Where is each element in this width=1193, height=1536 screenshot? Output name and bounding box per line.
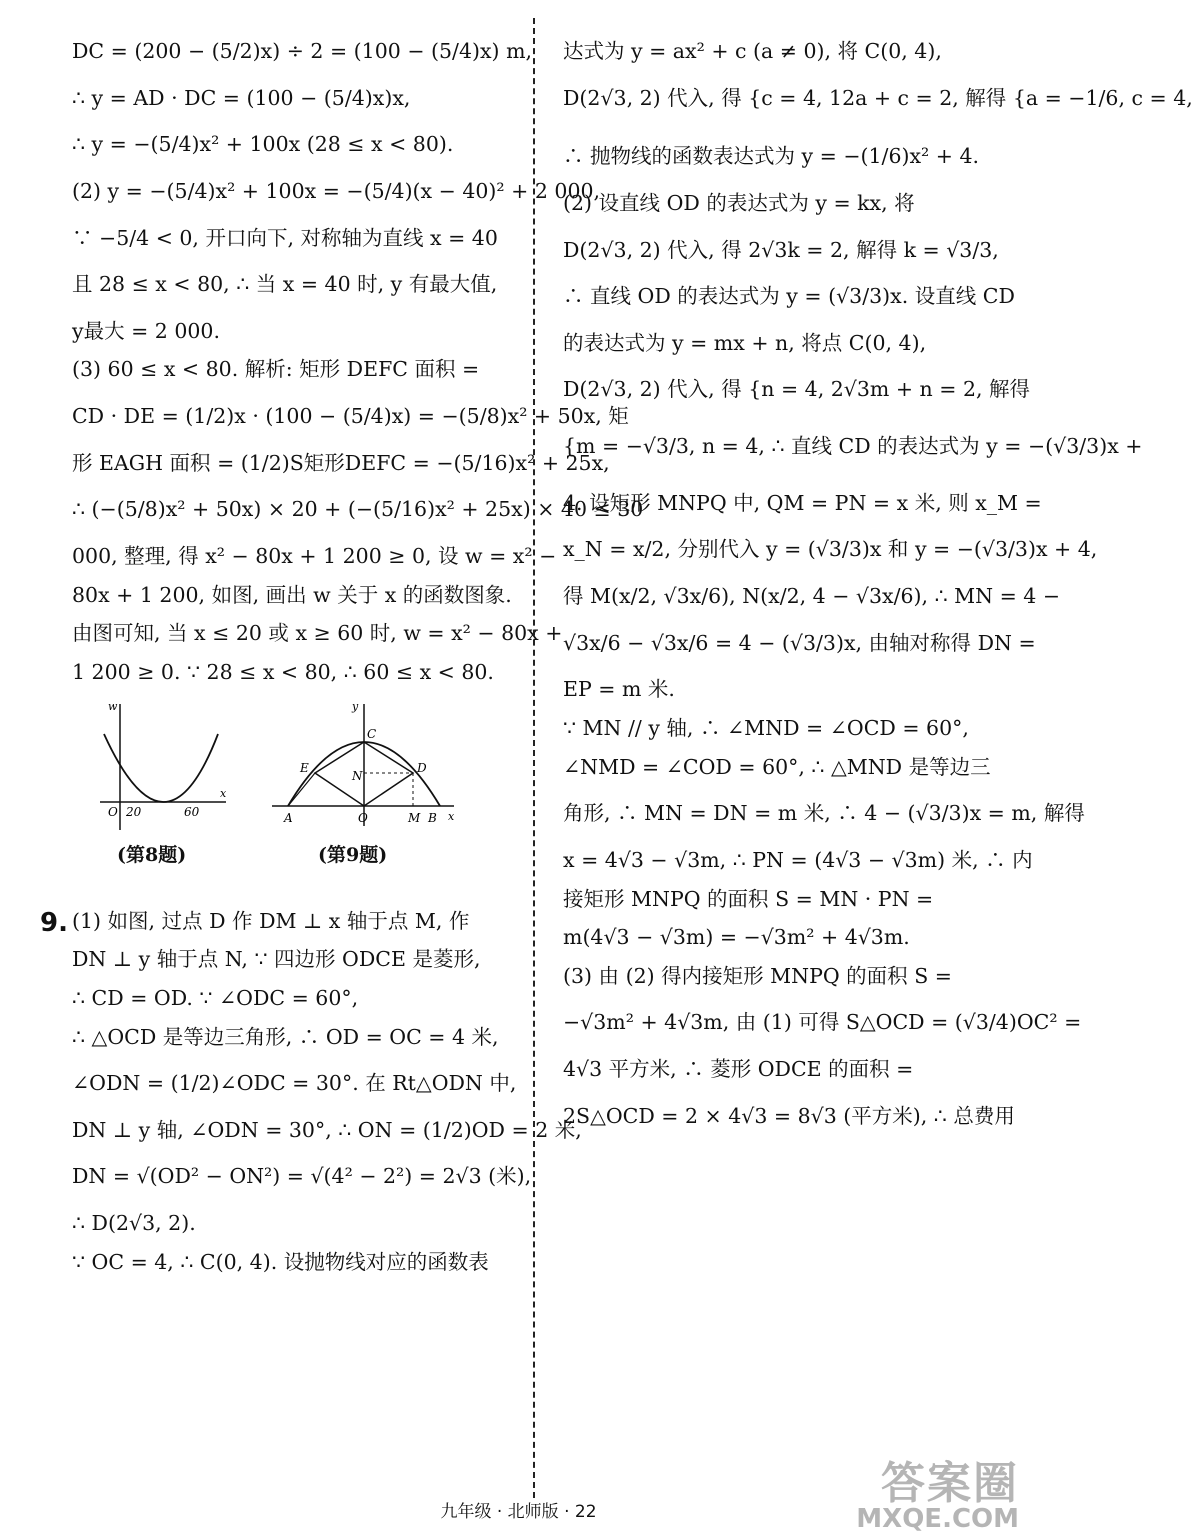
parabola-curve bbox=[104, 734, 218, 802]
text-line: 且 28 ≤ x < 80, ∴ 当 x = 40 时, y 有最大值, bbox=[72, 272, 498, 297]
text-line: D(2√3, 2) 代入, 得 2√3k = 2, 解得 k = √3/3, bbox=[563, 237, 999, 262]
page-footer: 九年级 · 北师版 · 22 bbox=[440, 1502, 597, 1522]
text-line: ∴ y = −(5/4)x² + 100x (28 ≤ x < 80). bbox=[72, 132, 454, 157]
rhombus-parabola-graph bbox=[272, 698, 462, 833]
label-b: B bbox=[428, 810, 437, 825]
text-line: DN = √(OD² − ON²) = √(4² − 2²) = 2√3 (米), bbox=[72, 1164, 532, 1189]
parabola-graph bbox=[100, 700, 230, 835]
label-m: M bbox=[408, 810, 421, 825]
label-c: C bbox=[367, 726, 377, 741]
text-line: CD · DE = (1/2)x · (100 − (5/4)x) = −(5/8)x² + 50x, 矩 bbox=[72, 404, 629, 429]
text-line: −√3m² + 4√3m, 由 (1) 可得 S△OCD = (√3/4)OC² = bbox=[563, 1010, 1082, 1035]
text-line: DN ⊥ y 轴, ∠ODN = 30°, ∴ ON = (1/2)OD = 2 米, bbox=[72, 1117, 582, 1142]
text-line: D(2√3, 2) 代入, 得 {n = 4, 2√3m + n = 2, 解得 bbox=[563, 377, 1031, 402]
text-line: ∠NMD = ∠COD = 60°, ∴ △MND 是等边三 bbox=[563, 754, 991, 779]
right-column bbox=[563, 38, 1193, 1149]
text-line: 由图可知, 当 x ≤ 20 或 x ≥ 60 时, w = x² − 80x + bbox=[72, 621, 563, 646]
text-line: m(4√3 − √3m) = −√3m² + 4√3m. bbox=[563, 925, 910, 950]
text-line: DC = (200 − (5/2)x) ÷ 2 = (100 − (5/4)x) m, bbox=[72, 39, 533, 63]
label-d: D bbox=[417, 760, 427, 775]
text-line: 000, 整理, 得 x² − 80x + 1 200 ≥ 0, 设 w = x² − bbox=[72, 544, 557, 569]
label-a: A bbox=[284, 810, 293, 825]
watermark-line-1: 答案圈 bbox=[881, 1458, 1019, 1509]
text-line: ∴ 直线 OD 的表达式为 y = (√3/3)x. 设直线 CD bbox=[563, 284, 1015, 309]
text-line: (3) 由 (2) 得内接矩形 MNPQ 的面积 S = bbox=[563, 963, 952, 988]
text-line: 接矩形 MNPQ 的面积 S = MN · PN = bbox=[563, 886, 934, 911]
text-line: x_N = x/2, 分别代入 y = (√3/3)x 和 y = −(√3/3)x + 4, bbox=[563, 537, 1098, 562]
text-line: ∴ D(2√3, 2). bbox=[72, 1211, 196, 1236]
text-line: 形 EAGH 面积 = (1/2)S矩形DEFC = −(5/16)x² + 25x, bbox=[72, 450, 610, 475]
text-line: (1) 如图, 过点 D 作 DM ⊥ x 轴于点 M, 作 bbox=[72, 908, 470, 933]
text-line: DN ⊥ y 轴于点 N, ∵ 四边形 ODCE 是菱形, bbox=[72, 947, 481, 972]
text-line: 2S△OCD = 2 × 4√3 = 8√3 (平方米), ∴ 总费用 bbox=[563, 1103, 1015, 1128]
watermark-logo bbox=[856, 1458, 1019, 1534]
label-e: E bbox=[300, 760, 309, 775]
text-line: EP = m 米. bbox=[563, 677, 675, 702]
text-line: 的表达式为 y = mx + n, 将点 C(0, 4), bbox=[563, 330, 927, 355]
text-line: x = 4√3 − √3m, ∴ PN = (4√3 − √3m) 米, ∴ 内 bbox=[563, 847, 1033, 872]
tick-label-20: 20 bbox=[126, 804, 142, 819]
text-line: ∴ y = AD · DC = (100 − (5/4)x)x, bbox=[72, 85, 411, 110]
text-line: √3x/6 − √3x/6 = 4 − (√3/3)x, 由轴对称得 DN = bbox=[563, 630, 1036, 655]
column-divider bbox=[533, 18, 535, 1498]
label-o: O bbox=[358, 810, 368, 825]
problem-number: 9. bbox=[40, 907, 68, 938]
text-line: ∠ODN = (1/2)∠ODC = 30°. 在 Rt△ODN 中, bbox=[72, 1071, 517, 1096]
text-line: D(2√3, 2) 代入, 得 {c = 4, 12a + c = 2, 解得 {a = −1/6, c = 4, bbox=[563, 85, 1193, 110]
text-line: 1 200 ≥ 0. ∵ 28 ≤ x < 80, ∴ 60 ≤ x < 80. bbox=[72, 659, 494, 684]
text-line: ∴ △OCD 是等边三角形, ∴ OD = OC = 4 米, bbox=[72, 1024, 499, 1049]
text-line: 达式为 y = ax² + c (a ≠ 0), 将 C(0, 4), bbox=[563, 39, 942, 63]
segment-ea bbox=[288, 773, 315, 806]
text-line: 得 M(x/2, √3x/6), N(x/2, 4 − √3x/6), ∴ MN = 4 − bbox=[563, 584, 1061, 609]
text-line: (2) 设直线 OD 的表达式为 y = kx, 将 bbox=[563, 190, 915, 215]
problem-9-block bbox=[40, 907, 582, 1276]
text-line: 4. 设矩形 MNPQ 中, QM = PN = x 米, 则 x_M = bbox=[563, 490, 1042, 515]
axis-label-x: x bbox=[220, 786, 227, 800]
label-x: x bbox=[448, 809, 455, 823]
figure-9-caption: (第9题) bbox=[318, 843, 388, 866]
figure-9 bbox=[272, 698, 462, 837]
label-y: y bbox=[352, 699, 359, 713]
text-line: ∴ (−(5/8)x² + 50x) × 20 + (−(5/16)x² + 25x) × 40 ≤ 30 bbox=[72, 497, 644, 522]
text-line: (3) 60 ≤ x < 80. 解析: 矩形 DEFC 面积 = bbox=[72, 357, 480, 382]
left-top-lines bbox=[72, 38, 644, 686]
text-line: ∴ 抛物线的函数表达式为 y = −(1/6)x² + 4. bbox=[563, 144, 980, 169]
text-line: ∵ −5/4 < 0, 开口向下, 对称轴为直线 x = 40 bbox=[72, 225, 498, 250]
text-line: 80x + 1 200, 如图, 画出 w 关于 x 的函数图象. bbox=[72, 582, 512, 607]
tick-label-60: 60 bbox=[184, 804, 200, 819]
axis-label-w: w bbox=[108, 699, 118, 713]
text-line: ∵ MN // y 轴, ∴ ∠MND = ∠OCD = 60°, bbox=[563, 715, 969, 740]
text-line: (2) y = −(5/4)x² + 100x = −(5/4)(x − 40)² + 2 000, bbox=[72, 178, 601, 203]
text-line: {m = −√3/3, n = 4, ∴ 直线 CD 的表达式为 y = −(√3/3)x + bbox=[563, 434, 1143, 459]
figure-8 bbox=[100, 700, 230, 839]
figure-8-caption: (第8题) bbox=[117, 843, 187, 866]
text-line: ∵ OC = 4, ∴ C(0, 4). 设抛物线对应的函数表 bbox=[72, 1249, 489, 1274]
text-line: 角形, ∴ MN = DN = m 米, ∴ 4 − (√3/3)x = m, 解得 bbox=[563, 801, 1085, 826]
text-line: 4√3 平方米, ∴ 菱形 ODCE 的面积 = bbox=[563, 1057, 914, 1082]
figures-row bbox=[72, 700, 510, 900]
text-line: y最大 = 2 000. bbox=[72, 318, 220, 343]
label-n: N bbox=[352, 768, 363, 783]
watermark-line-2: MXQE.COM bbox=[856, 1504, 1019, 1534]
origin-label: O bbox=[108, 804, 118, 819]
text-line: ∴ CD = OD. ∵ ∠ODC = 60°, bbox=[72, 985, 359, 1010]
